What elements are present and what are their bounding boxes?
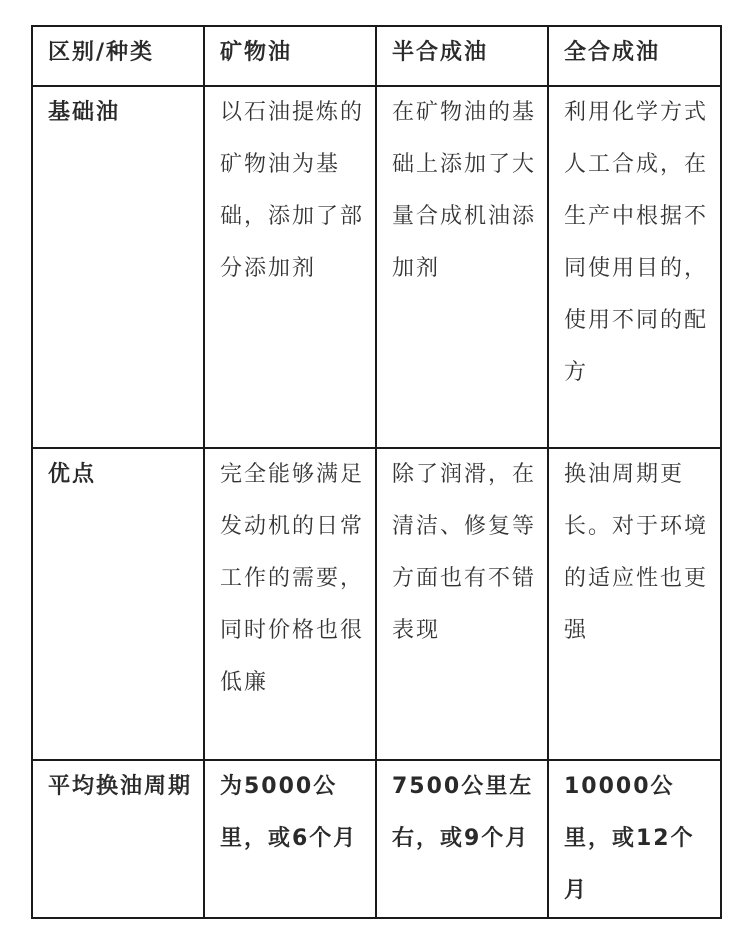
cell-base-oil-full: 利用化学方式人工合成，在生产中根据不同使用目的，使用不同的配方 — [548, 86, 721, 448]
cell-base-oil-semi: 在矿物油的基础上添加了大量合成机油添加剂 — [376, 86, 548, 448]
row-label-change-interval: 平均换油周期 — [32, 760, 204, 918]
cell-advantages-full: 换油周期更长。对于环境的适应性也更强 — [548, 448, 721, 760]
header-cell-semi-synthetic: 半合成油 — [376, 26, 548, 86]
table-header-row — [32, 26, 721, 86]
cell-advantages-mineral: 完全能够满足发动机的日常工作的需要，同时价格也很低廉 — [204, 448, 376, 760]
row-label-base-oil: 基础油 — [32, 86, 204, 448]
table-row-advantages — [32, 448, 721, 760]
row-label-advantages: 优点 — [32, 448, 204, 760]
cell-advantages-semi: 除了润滑，在清洁、修复等方面也有不错表现 — [376, 448, 548, 760]
table-row-change-interval — [32, 760, 721, 918]
header-cell-full-synthetic: 全合成油 — [548, 26, 721, 86]
cell-interval-semi: 7500公里左右，或9个月 — [376, 760, 548, 918]
header-cell-category: 区别/种类 — [32, 26, 204, 86]
table-row-base-oil — [32, 86, 721, 448]
oil-comparison-table — [31, 25, 722, 919]
cell-interval-full: 10000公里，或12个月 — [548, 760, 721, 918]
cell-base-oil-mineral: 以石油提炼的矿物油为基础，添加了部分添加剂 — [204, 86, 376, 448]
header-cell-mineral: 矿物油 — [204, 26, 376, 86]
cell-interval-mineral: 为5000公里，或6个月 — [204, 760, 376, 918]
